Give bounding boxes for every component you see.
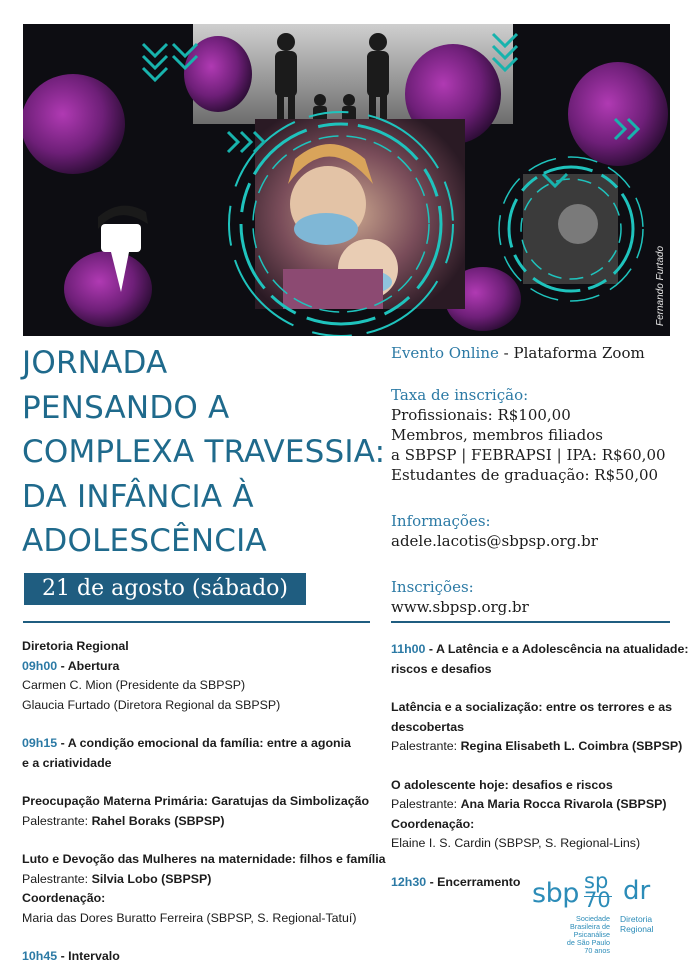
logo-sbp-text: sbp [532,878,579,909]
event-info [391,343,681,617]
online-event-label: Evento Online [391,344,499,362]
participant: Carmen C. Mion (Presidente da SBPSP) [22,678,246,692]
talk-title: Luto e Devoção das Mulheres na maternidade: filhos e família [22,852,386,866]
left-divider [23,621,370,623]
session-title: - Abertura [57,658,120,673]
registration-link[interactable]: www.sbpsp.org.br [391,598,529,616]
contact-email[interactable]: adele.lacotis@sbpsp.org.br [391,532,598,550]
logo-dr-line: Regional [620,923,654,934]
session-title: e a criatividade [22,755,112,770]
speaker-name: Regina Elisabeth L. Coimbra (SBPSP) [460,739,683,753]
session-time: 09h00 [22,658,58,673]
speaker-label: Palestrante: [22,813,92,828]
title-line: DA INFÂNCIA À [22,478,254,515]
coordination-label: Coordenação: [391,816,475,831]
speaker-name: Ana Maria Rocca Rivarola (SBPSP) [460,797,667,811]
speaker-name: Silvia Lobo (SBPSP) [91,871,212,886]
session-title: - A Latência e a Adolescência na atualidade: [425,642,689,656]
coordination-label: Coordenação: [22,891,106,905]
photo-credit: Fernando Furtado [655,245,666,326]
logo-society-line: Psicanálise [573,930,610,939]
event-title [22,341,386,564]
fee-line: Profissionais: R$100,00 [391,406,571,424]
talk-title: Latência e a socialização: entre os terrores e as [391,700,672,714]
right-divider [391,621,670,623]
participant: Glaucia Furtado (Diretora Regional da SBPSP) [22,697,281,712]
sbpsp-logo [528,869,678,962]
session-title: - A condição emocional da família: entre a agonia [57,736,351,750]
session-time: 11h00 [391,642,426,656]
platform-text: - Plataforma Zoom [498,344,645,362]
fee-label: Taxa de inscrição: [391,386,529,404]
logo-dr-name [620,915,654,934]
hero-image [23,24,670,336]
session-time: 10h45 [22,949,58,963]
talk-title: descobertas [391,719,465,734]
program-right [391,640,689,892]
logo-dr-line: Diretoria [620,914,653,924]
title-line: ADOLESCÊNCIA [22,523,267,559]
hero-illustration [23,24,670,336]
event-date-badge: 21 de agosto (sábado) [24,573,306,605]
program-heading: Diretoria Regional [22,639,129,653]
title-line: COMPLEXA TRAVESSIA: [22,434,386,470]
talk-title: Preocupação Materna Primária: Garatujas da Simbolização [22,794,370,808]
logo-dr-text: dr [623,876,651,906]
logo-society-line: Brasileira de [570,922,610,931]
fee-line: Membros, membros filiados [391,426,603,444]
registration-label: Inscrições: [391,578,474,596]
coordinator-name: Elaine I. S. Cardin (SBPSP, S. Regional-Lins) [391,836,641,850]
logo-society-line: Sociedade [576,914,610,923]
program-left [22,637,386,967]
session-title: - Encerramento [426,874,521,889]
session-title: riscos e desafios [391,661,492,676]
fee-line: a SBPSP | FEBRAPSI | IPA: R$60,00 [391,446,666,464]
talk-title: O adolescente hoje: desafios e riscos [391,777,613,792]
logo-sp-text: sp [584,869,609,893]
session-time: 12h30 [391,874,427,889]
logo-society-line: de São Paulo [566,938,610,947]
speaker-label: Palestrante: [391,797,461,811]
title-line: JORNADA [22,345,168,381]
session-title: - Intervalo [57,949,120,963]
child-photo [255,119,465,309]
speaker-label: Palestrante: [22,871,92,886]
title-line: PENSANDO A [22,389,230,426]
speaker-label: Palestrante: [391,739,461,753]
contact-label: Informações: [391,512,491,530]
coordinator-name: Maria das Dores Buratto Ferreira (SBPSP, S. Regional-Tatuí) [22,910,357,925]
fee-line: Estudantes de graduação: R$50,00 [391,466,659,484]
speaker-name: Rahel Boraks (SBPSP) [91,813,225,828]
logo-society-name [528,915,610,955]
session-time: 09h15 [22,736,58,750]
logo-70-text: 70 [584,888,611,912]
logo-society-line: 70 anos [584,946,610,955]
